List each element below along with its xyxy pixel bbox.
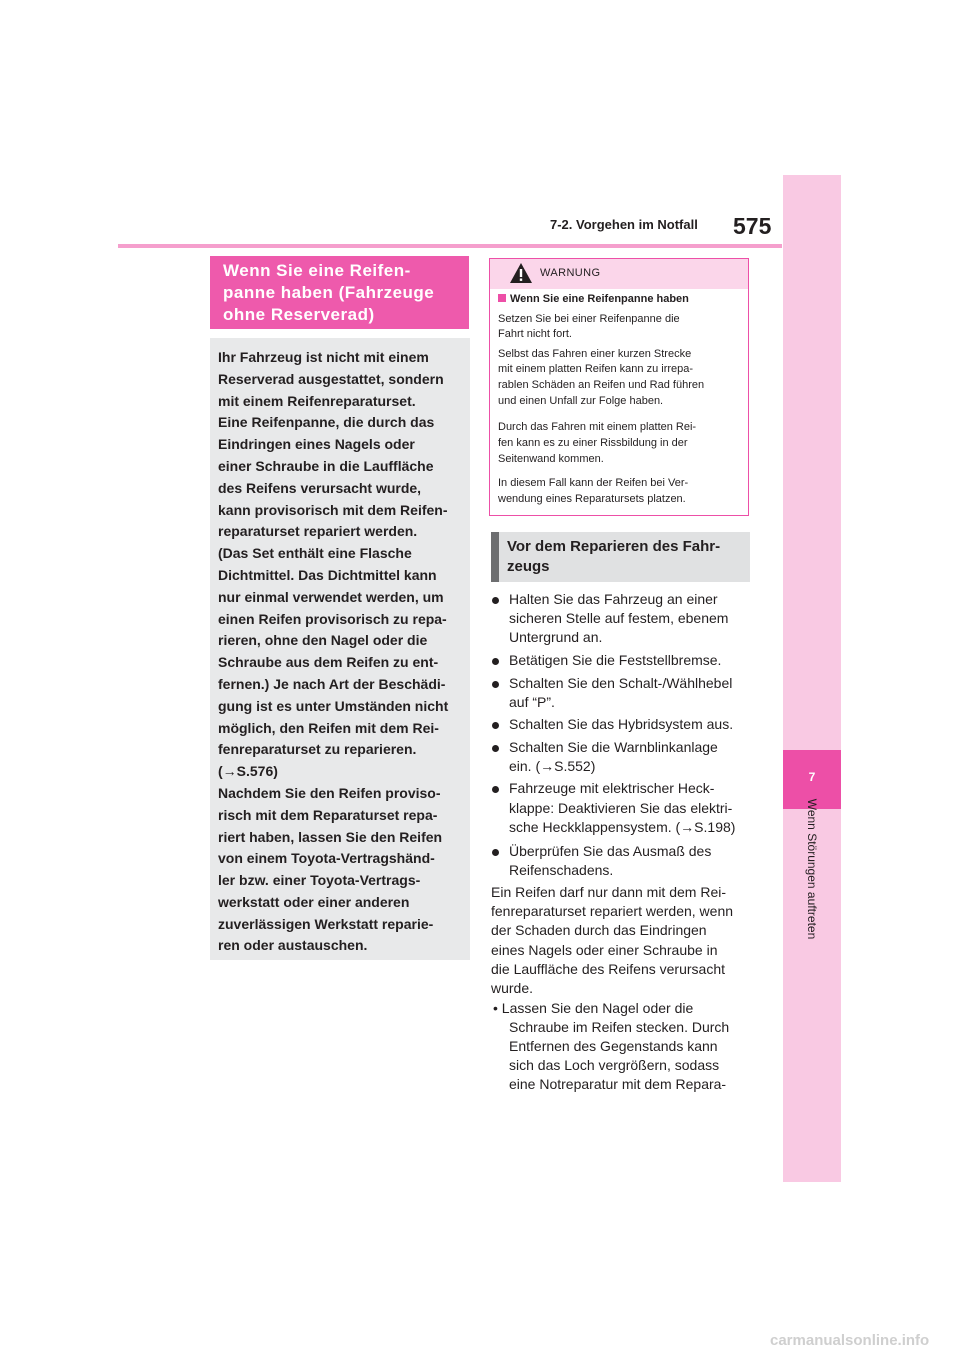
- heading-line: ohne Reserverad): [223, 305, 375, 324]
- body-paragraph-line: eines Nagels oder einer Schraube in: [491, 942, 718, 958]
- sub-bullet-line: Entfernen des Gegenstands kann: [509, 1038, 718, 1054]
- heading-line: Vor dem Reparieren des Fahr-: [507, 538, 721, 555]
- intro-line: möglich, den Reifen mit dem Rei-: [218, 720, 439, 736]
- body-paragraph-line: Ein Reifen darf nur dann mit dem Rei-: [491, 884, 726, 900]
- warning-triangle-icon: [509, 262, 533, 284]
- warning-line: Fahrt nicht fort.: [498, 328, 572, 340]
- intro-line: ren oder austauschen.: [218, 937, 368, 953]
- intro-line: rieren, ohne den Nagel oder die: [218, 632, 428, 648]
- step-text: Fahrzeuge mit elektrischer Heck-: [509, 780, 715, 796]
- repair-prep-heading: [491, 532, 750, 582]
- intro-line: gung ist es unter Umständen nicht: [218, 698, 449, 714]
- bullet-icon: [492, 849, 499, 856]
- chapter-label: Wenn Störungen auftreten: [805, 798, 819, 940]
- intro-line: ler bzw. einer Toyota-Vertrags-: [218, 872, 421, 888]
- intro-line: (Das Set enthält eine Flasche: [218, 545, 412, 561]
- intro-line: des Reifens verursacht wurde,: [218, 480, 422, 496]
- intro-line: Eine Reifenpanne, die durch das: [218, 414, 435, 430]
- bullet-icon: [492, 722, 499, 729]
- intro-line: zuverlässigen Werkstatt reparie-: [218, 916, 434, 932]
- warning-line: Durch das Fahren mit einem platten Rei-: [498, 421, 697, 433]
- step-text: klappe: Deaktivieren Sie das elektri-: [509, 800, 733, 816]
- intro-line: Dichtmittel. Das Dichtmittel kann: [218, 567, 437, 583]
- step-text: auf “P”.: [509, 694, 555, 710]
- footer-watermark: carmanualsonline.info: [770, 1332, 930, 1349]
- intro-line: Reserverad ausgestattet, sondern: [218, 371, 444, 387]
- intro-line: von einem Toyota-Vertragshänd-: [218, 850, 435, 866]
- intro-line: Nachdem Sie den Reifen proviso-: [218, 785, 441, 801]
- intro-line: einen Reifen provisorisch zu repa-: [218, 611, 447, 627]
- bullet-icon: [492, 658, 499, 665]
- warning-subheading-text: Wenn Sie eine Reifenpanne haben: [510, 293, 689, 305]
- warning-line: Seitenwand kommen.: [498, 453, 604, 465]
- sub-bullet-line: • Lassen Sie den Nagel oder die: [493, 1000, 694, 1016]
- body-paragraph-line: die Lauffläche des Reifens verursacht: [491, 961, 725, 977]
- page-reference-link[interactable]: (→S.576): [218, 763, 278, 779]
- intro-line: einer Schraube in die Lauffläche: [218, 458, 434, 474]
- bullet-icon: [492, 745, 499, 752]
- square-bullet-icon: [498, 294, 506, 302]
- warning-header: [490, 259, 748, 289]
- warning-line: und einen Unfall zur Folge haben.: [498, 395, 664, 407]
- step-text: Halten Sie das Fahrzeug an einer: [509, 591, 718, 607]
- bullet-icon: [492, 681, 499, 688]
- heading-line: Wenn Sie eine Reifen-: [223, 261, 411, 280]
- step-text: Untergrund an.: [509, 629, 603, 645]
- step-text-with-link[interactable]: sche Heckklappensystem. (→S.198): [509, 819, 736, 835]
- intro-line: fernen.) Je nach Art der Beschädi-: [218, 676, 446, 692]
- step-text: Reifenschadens.: [509, 862, 614, 878]
- warning-box: [489, 258, 749, 516]
- sub-bullet-line: eine Notreparatur mit dem Repara-: [509, 1076, 727, 1092]
- step-text: sicheren Stelle auf festem, ebenem: [509, 610, 729, 626]
- sub-bullet-line: Schraube im Reifen stecken. Durch: [509, 1019, 730, 1035]
- left-section-heading: [210, 256, 469, 329]
- warning-line: Setzen Sie bei einer Reifenpanne die: [498, 313, 680, 325]
- warning-line: In diesem Fall kann der Reifen bei Ver-: [498, 477, 689, 489]
- heading-accent-bar: [491, 532, 499, 582]
- step-text: Schalten Sie die Warnblinkanlage: [509, 739, 718, 755]
- warning-line: rablen Schäden an Reifen und Rad führen: [498, 379, 705, 391]
- intro-text-box: [210, 338, 470, 960]
- step-text: Betätigen Sie die Feststellbremse.: [509, 652, 722, 668]
- header-divider: [118, 244, 782, 248]
- heading-line: zeugs: [507, 558, 550, 575]
- page-number: 575: [733, 213, 772, 239]
- warning-subheading: [498, 293, 689, 305]
- heading-line: panne haben (Fahrzeuge: [223, 283, 435, 302]
- warning-line: fen kann es zu einer Rissbildung in der: [498, 437, 688, 449]
- step-text: Schalten Sie das Hybridsystem aus.: [509, 716, 734, 732]
- section-title: 7-2. Vorgehen im Notfall: [550, 217, 698, 232]
- chapter-number: 7: [808, 770, 816, 784]
- warning-line: mit einem platten Reifen kann zu irrepa-: [498, 363, 694, 375]
- intro-line: kann provisorisch mit dem Reifen-: [218, 502, 448, 518]
- sub-bullet-line: sich das Loch vergrößern, sodass: [509, 1057, 720, 1073]
- intro-line: reparaturset repariert werden.: [218, 523, 418, 539]
- warning-title: WARNUNG: [540, 267, 601, 279]
- intro-line: fenreparaturset zu reparieren.: [218, 741, 417, 757]
- intro-line: risch mit dem Reparaturset repa-: [218, 807, 438, 823]
- body-paragraph-line: fenreparaturset repariert werden, wenn: [491, 903, 734, 919]
- intro-line: nur einmal verwendet werden, um: [218, 589, 444, 605]
- chapter-side-strip: [783, 175, 841, 1182]
- step-text: Schalten Sie den Schalt-/Wählhebel: [509, 675, 733, 691]
- intro-line: Schraube aus dem Reifen zu ent-: [218, 654, 439, 670]
- step-text-with-link[interactable]: ein. (→S.552): [509, 758, 596, 774]
- body-paragraph-line: der Schaden durch das Eindringen: [491, 922, 707, 938]
- bullet-icon: [492, 597, 499, 604]
- bullet-icon: [492, 786, 499, 793]
- warning-line: Selbst das Fahren einer kurzen Strecke: [498, 348, 692, 360]
- step-text: Überprüfen Sie das Ausmaß des: [509, 843, 712, 859]
- intro-line: werkstatt oder einer anderen: [218, 894, 410, 910]
- warning-line: wendung eines Reparatursets platzen.: [498, 493, 686, 505]
- body-paragraph-line: wurde.: [491, 980, 534, 996]
- intro-line: Ihr Fahrzeug ist nicht mit einem: [218, 349, 429, 365]
- intro-line: Eindringen eines Nagels oder: [218, 436, 415, 452]
- intro-line: riert haben, lassen Sie den Reifen: [218, 829, 443, 845]
- intro-line: mit einem Reifenreparaturset.: [218, 393, 416, 409]
